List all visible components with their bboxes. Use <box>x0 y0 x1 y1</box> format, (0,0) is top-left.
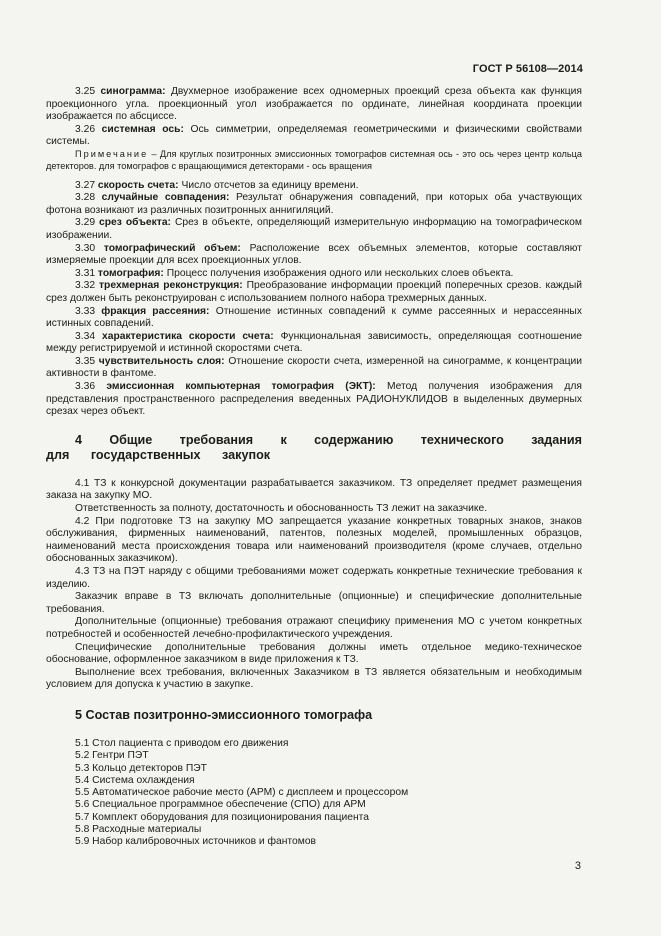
definition-term: эмиссионная компьютерная томография (ЭКТ): <box>106 381 376 393</box>
definition-term: фракция рассеяния: <box>101 305 210 317</box>
definition-number: 3.27 <box>75 179 96 191</box>
definition-term: скорость счета: <box>97 179 179 191</box>
definition-3-27 <box>46 180 582 193</box>
definition-text: Число отсчетов за единицу времени. <box>181 179 359 191</box>
list-item: 5.3 Кольцо детекторов ПЭТ <box>75 762 207 774</box>
definition-3-32 <box>46 280 582 305</box>
page-content <box>46 86 582 849</box>
definition-text: Срез в объекте, определяющий измерительную информацию на томографическом изображении. <box>46 217 582 241</box>
definition-3-31 <box>46 268 582 281</box>
section-4-paragraph: 4.2 При подготовке ТЗ на закупку МО запрещается указание конкретных товарных знаков, знаков обслуживания, фирменных наименований, патентов, полезных моделей, промышленных образцов, наименований места происхождения товара или наименований производителя (кроме случаев, отдельно обоснованных заказчиком). <box>46 515 582 565</box>
definition-text: Ось симметрии, определяемая геометрическими и физическими свойствами системы. <box>46 123 582 148</box>
list-item: 5.6 Специальное программное обеспечение (СПО) для АРМ <box>75 799 366 811</box>
definition-number: 3.34 <box>75 330 96 342</box>
definition-number: 3.33 <box>75 305 96 317</box>
section-4-paragraph: Ответственность за полноту, достаточность и обоснованность ТЗ лежит на заказчике. <box>75 503 488 515</box>
definition-text: Функциональная зависимость, определяющая соотношение между регистрируемой и истинной скоростями счета. <box>46 330 582 355</box>
section-4-paragraph: Выполнение всех требования, включенных Заказчиком в ТЗ является обязательным и необходимым условием для допуска к участию в закупке. <box>46 666 582 691</box>
note-text: – Для круглых позитронных эмиссионных томографов системная ось - это ось через центр кольца детекторов. для томографов с вращающимися детекторами - ось вращения <box>46 148 582 171</box>
section-5-title: 5 Состав позитронно-эмиссионного томографа <box>75 707 373 722</box>
section-5-list <box>46 738 582 849</box>
definition-3-26 <box>46 124 582 149</box>
note <box>46 149 582 173</box>
section-4-title: 4 Общие требования к содержанию технического задания для государственных закупок <box>46 432 582 462</box>
list-item: 5.5 Автоматическое рабочие место (АРМ) с дисплеем и процессором <box>75 787 409 799</box>
list-item: 5.7 Комплект оборудования для позиционирования пациента <box>75 811 369 823</box>
definition-text: Двухмерное изображение всех одномерных проекций среза объекта как функция проекционного угла. проекционный угол изображается по ординате, линейная координата проекции изображается по абсциссе. <box>46 86 582 123</box>
list-item: 5.1 Стол пациента с приводом его движения <box>75 737 289 749</box>
definition-term: томография: <box>97 267 164 279</box>
definition-text: Отношение истинных совпадений к сумме рассеянных и нерассеянных истинных совпадений. <box>46 305 582 330</box>
definition-term: чувствительность слоя: <box>98 355 225 367</box>
definition-text: Отношение скорости счета, измеренной на синограмме, к концентрации активности в фантоме. <box>46 355 582 380</box>
definition-3-34 <box>46 331 582 356</box>
definition-number: 3.25 <box>75 86 96 97</box>
definition-term: синограмма: <box>100 86 166 97</box>
list-item: 5.4 Система охлаждения <box>75 774 195 786</box>
definition-number: 3.30 <box>75 242 96 254</box>
section-4-paragraph: Заказчик вправе в ТЗ включать дополнительные (опционные) и специфические дополнительные требования. <box>46 591 582 615</box>
definition-number: 3.31 <box>75 267 96 279</box>
definition-term: томографический объем: <box>103 242 241 254</box>
section-4-paragraph: Специфические дополнительные требования должны иметь отдельное медико-техническое обоснование, оформленное заказчиком в виде приложения к ТЗ. <box>46 641 582 666</box>
definition-3-28 <box>46 192 582 217</box>
definition-number: 3.28 <box>75 192 96 204</box>
definition-text: Процесс получения изображения одного или нескольких слоев объекта. <box>166 267 514 279</box>
definition-term: характеристика скорости счета: <box>101 330 274 342</box>
definition-3-29 <box>46 217 582 242</box>
section-4-paragraph: 4.3 ТЗ на ПЭТ наряду с общими требованиями может содержать конкретные технические требования к изделию. <box>46 566 582 590</box>
definition-3-33 <box>46 306 582 331</box>
list-item: 5.2 Гентри ПЭТ <box>75 750 149 762</box>
definition-term: системная ось: <box>101 123 184 135</box>
note-label: Примечание <box>75 148 149 159</box>
page-number: 3 <box>574 860 581 872</box>
definition-text: Результат обнаружения совпадений, при которых оба участвующих фотона возникают из различных позитронных аннигиляций. <box>46 192 582 216</box>
definition-text: Метод получения изображения для представления пространственного распределения введенных РАДИОНУКЛИДОВ в выделенных двумерных срезах через объект. <box>46 381 582 418</box>
section-4-paragraph: Дополнительные (опционные) требования отражают специфику применения МО с учетом конкретных потребностей и особенностей лечебно-профилактического учреждения. <box>46 616 582 640</box>
definition-term: трехмерная реконструкция: <box>99 280 243 292</box>
list-item: 5.8 Расходные материалы <box>75 824 202 836</box>
definition-3-36 <box>46 381 582 419</box>
definition-number: 3.26 <box>75 123 96 135</box>
definition-term: случайные совпадения: <box>101 192 230 204</box>
definition-3-30 <box>46 243 582 268</box>
definition-3-35 <box>46 356 582 381</box>
section-4-paragraph: 4.1 ТЗ к конкурсной документации разрабатывается заказчиком. ТЗ определяет предмет размещения заказа на закупку МО. <box>46 477 582 502</box>
definition-text: Преобразование информации проекций поперечных срезов. каждый срез должен быть реконструирован с использованием полного набора трехмерных данных. <box>46 280 582 304</box>
definition-text: Расположение всех объемных элементов, которые составляют измеряемые проекции для всех проекционных углов. <box>46 242 582 267</box>
list-item: 5.9 Набор калибровочных источников и фантомов <box>75 836 317 848</box>
definition-number: 3.32 <box>75 280 96 292</box>
definition-3-25 <box>46 86 582 124</box>
document-code: ГОСТ Р 56108—2014 <box>472 63 583 75</box>
definition-number: 3.29 <box>75 217 96 229</box>
definition-term: срез объекта: <box>99 217 171 229</box>
definition-number: 3.36 <box>75 381 96 393</box>
definition-number: 3.35 <box>75 355 96 367</box>
